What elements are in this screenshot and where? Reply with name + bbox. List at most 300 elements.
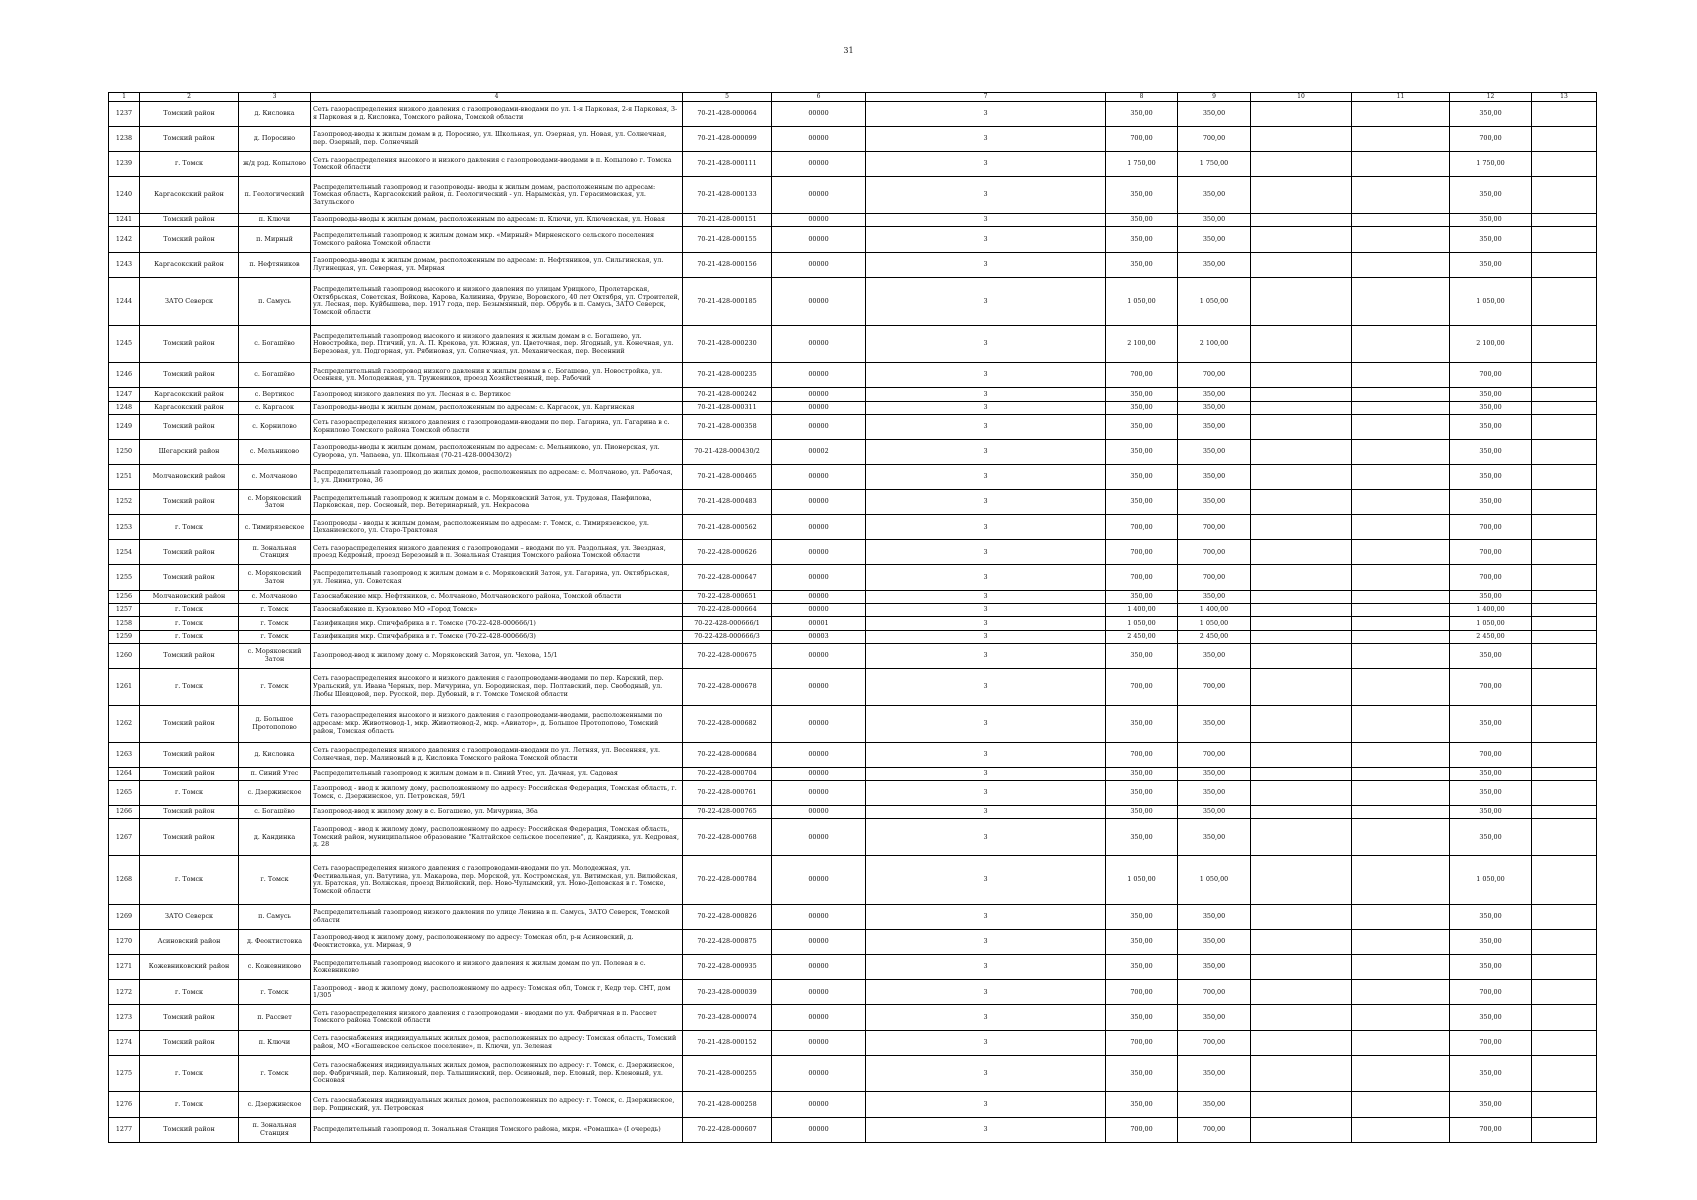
table-row: [109, 930, 1597, 955]
row-number: 1245: [109, 326, 140, 363]
object-description-cell: Распределительный газопровод к жилым домам в с. Моряковский Затон, ул. Трудовая, Панфилова, Парковская, пер. Сосновый, пер. Ветеринарный, ул. Некрасова: [311, 490, 683, 515]
value-col9-cell: 350,00: [1178, 930, 1251, 955]
empty-col11-cell: [1352, 1005, 1450, 1030]
empty-col10-cell: [1251, 781, 1352, 806]
category-cell: 3: [866, 1117, 1106, 1142]
district-cell: Томский район: [140, 1005, 239, 1030]
table-row: [109, 617, 1597, 630]
object-description-cell: Сеть газораспределения низкого давления с газопроводами-вводами по пер. Гагарина, ул. Гагарина в с. Корнилово Томского района Томской области: [311, 414, 683, 439]
empty-col11-cell: [1352, 668, 1450, 705]
table-row: [109, 465, 1597, 490]
empty-col10-cell: [1251, 590, 1352, 603]
category-cell: 3: [866, 1055, 1106, 1092]
category-cell: 3: [866, 705, 1106, 742]
value-col9-cell: 350,00: [1178, 1005, 1251, 1030]
value-col12-cell: 2 450,00: [1450, 630, 1532, 643]
object-description-cell: Сеть газоснабжения индивидуальных жилых домов, расположенных по адресу: г. Томск, с. Дзержинское, пер. Фабричный, пер. Калиновый, пер. Талышинский, пер. Осиновый, пер. Еловый, пер. Кленовый, ул. Сосновая: [311, 1055, 683, 1092]
empty-col13-cell: [1532, 1117, 1597, 1142]
row-number: 1248: [109, 401, 140, 414]
sub-code-cell: 00002: [772, 440, 866, 465]
sub-code-cell: 00000: [772, 856, 866, 905]
sub-code-cell: 00000: [772, 742, 866, 767]
value-col12-cell: 350,00: [1450, 643, 1532, 668]
value-col12-cell: 350,00: [1450, 590, 1532, 603]
row-number: 1277: [109, 1117, 140, 1142]
value-col12-cell: 350,00: [1450, 767, 1532, 780]
value-col8-cell: 350,00: [1106, 490, 1178, 515]
sub-code-cell: 00000: [772, 388, 866, 401]
empty-col11-cell: [1352, 227, 1450, 252]
category-cell: 3: [866, 1092, 1106, 1117]
cadastral-code-cell: 70-21-428-000152: [683, 1030, 772, 1055]
empty-col11-cell: [1352, 705, 1450, 742]
object-description-cell: Распределительный газопровод до жилых домов, расположенных по адресам: с. Молчаново, ул. Рабочая, 1, ул. Димитрова, 36: [311, 465, 683, 490]
district-cell: Каргасокский район: [140, 388, 239, 401]
value-col8-cell: 350,00: [1106, 1005, 1178, 1030]
settlement-cell: п. Зональная Станция: [239, 1117, 311, 1142]
object-description-cell: Газопровод-ввод к жилому дому, расположенному по адресу: Томская обл, р-н Асиновский, д. Феоктистовка, ул. Мирная, 9: [311, 930, 683, 955]
table-row: [109, 214, 1597, 227]
value-col8-cell: 350,00: [1106, 643, 1178, 668]
object-description-cell: Сеть газораспределения высокого и низкого давления с газопроводами-вводами в п. Копылово г. Томска Томской области: [311, 152, 683, 177]
column-header: 3: [239, 93, 311, 102]
table-row: [109, 277, 1597, 326]
empty-col10-cell: [1251, 440, 1352, 465]
cadastral-code-cell: 70-22-428-000765: [683, 806, 772, 819]
category-cell: 3: [866, 490, 1106, 515]
empty-col13-cell: [1532, 767, 1597, 780]
value-col9-cell: 350,00: [1178, 414, 1251, 439]
value-col8-cell: 2 100,00: [1106, 326, 1178, 363]
table-row: [109, 781, 1597, 806]
object-description-cell: Распределительный газопровод высокого и низкого давления к жилым домам в с. Богашево, ул. Новостройка, пер. Птичий, ул. А. П. Крекова, ул. Южная, ул. Цветочная, пер. Ягодный, ул. Конечная, ул. Березовая, ул. Подгорная, ул. Рябиновая, ул. Солнечная, ул. Механическая, пер. Весенний: [311, 326, 683, 363]
object-description-cell: Газопровод низкого давления по ул. Лесная в с. Вертикос: [311, 388, 683, 401]
settlement-cell: п. Нефтяников: [239, 252, 311, 277]
row-number: 1266: [109, 806, 140, 819]
table-row: [109, 1055, 1597, 1092]
row-number: 1269: [109, 905, 140, 930]
cadastral-code-cell: 70-22-428-000826: [683, 905, 772, 930]
value-col12-cell: 350,00: [1450, 781, 1532, 806]
settlement-cell: п. Самусь: [239, 905, 311, 930]
table-row: [109, 603, 1597, 616]
sub-code-cell: 00000: [772, 177, 866, 214]
cadastral-code-cell: 70-22-428-000704: [683, 767, 772, 780]
table-row: [109, 643, 1597, 668]
value-col12-cell: 700,00: [1450, 668, 1532, 705]
empty-col11-cell: [1352, 742, 1450, 767]
settlement-cell: п. Ключи: [239, 214, 311, 227]
value-col9-cell: 350,00: [1178, 1055, 1251, 1092]
cadastral-code-cell: 70-21-428-000133: [683, 177, 772, 214]
cadastral-code-cell: 70-21-428-000258: [683, 1092, 772, 1117]
district-cell: Томский район: [140, 767, 239, 780]
empty-col11-cell: [1352, 465, 1450, 490]
settlement-cell: с. Моряковский Затон: [239, 490, 311, 515]
settlement-cell: с. Кожевниково: [239, 955, 311, 980]
category-cell: 3: [866, 930, 1106, 955]
value-col12-cell: 700,00: [1450, 1117, 1532, 1142]
table-row: [109, 177, 1597, 214]
column-number-row: [109, 93, 1597, 102]
empty-col11-cell: [1352, 440, 1450, 465]
category-cell: 3: [866, 955, 1106, 980]
cadastral-code-cell: 70-21-428-000483: [683, 490, 772, 515]
value-col9-cell: 350,00: [1178, 905, 1251, 930]
district-cell: Томский район: [140, 102, 239, 127]
empty-col11-cell: [1352, 540, 1450, 565]
empty-col11-cell: [1352, 905, 1450, 930]
category-cell: 3: [866, 565, 1106, 590]
value-col8-cell: 350,00: [1106, 590, 1178, 603]
value-col8-cell: 350,00: [1106, 1092, 1178, 1117]
district-cell: Шегарский район: [140, 440, 239, 465]
value-col8-cell: 350,00: [1106, 905, 1178, 930]
district-cell: ЗАТО Северск: [140, 905, 239, 930]
object-description-cell: Сеть газораспределения низкого давления с газопроводами – вводами по ул. Раздольная, ул. Звездная, проезд Кедровый, проезд Березовый в п. Зональная Станция Томского района Томской области: [311, 540, 683, 565]
empty-col10-cell: [1251, 277, 1352, 326]
value-col9-cell: 700,00: [1178, 668, 1251, 705]
empty-col11-cell: [1352, 806, 1450, 819]
empty-col13-cell: [1532, 905, 1597, 930]
row-number: 1254: [109, 540, 140, 565]
district-cell: г. Томск: [140, 617, 239, 630]
empty-col10-cell: [1251, 603, 1352, 616]
value-col12-cell: 350,00: [1450, 102, 1532, 127]
cadastral-code-cell: 70-21-428-000242: [683, 388, 772, 401]
cadastral-code-cell: 70-22-428-000935: [683, 955, 772, 980]
sub-code-cell: 00000: [772, 1030, 866, 1055]
sub-code-cell: 00001: [772, 617, 866, 630]
empty-col11-cell: [1352, 401, 1450, 414]
district-cell: г. Томск: [140, 1092, 239, 1117]
district-cell: ЗАТО Северск: [140, 277, 239, 326]
empty-col10-cell: [1251, 705, 1352, 742]
empty-col10-cell: [1251, 819, 1352, 856]
table-row: [109, 980, 1597, 1005]
value-col9-cell: 700,00: [1178, 540, 1251, 565]
district-cell: Томский район: [140, 742, 239, 767]
object-description-cell: Газоснабжение мкр. Нефтяников, с. Молчаново, Молчановского района, Томской области: [311, 590, 683, 603]
category-cell: 3: [866, 668, 1106, 705]
settlement-cell: п. Самусь: [239, 277, 311, 326]
empty-col10-cell: [1251, 806, 1352, 819]
settlement-cell: ж/д рзд. Копылово: [239, 152, 311, 177]
value-col8-cell: 350,00: [1106, 252, 1178, 277]
value-col12-cell: 350,00: [1450, 1092, 1532, 1117]
empty-col13-cell: [1532, 152, 1597, 177]
object-description-cell: Сеть газораспределения высокого и низкого давления с газопроводами-вводами, расположенными по адресам: мкр. Животновод-1, мкр. Животновод-2, мкр. «Авиатор», д. Большое Протопопово, Томский район, Томская область: [311, 705, 683, 742]
empty-col11-cell: [1352, 930, 1450, 955]
value-col12-cell: 700,00: [1450, 515, 1532, 540]
value-col8-cell: 350,00: [1106, 414, 1178, 439]
empty-col11-cell: [1352, 955, 1450, 980]
sub-code-cell: 00000: [772, 643, 866, 668]
district-cell: Томский район: [140, 1117, 239, 1142]
object-description-cell: Газопровод-вводы к жилым домам в д. Поросино, ул. Школьная, ул. Озерная, ул. Новая, ул. Солнечная, пер. Озерный, пер. Солнечный: [311, 127, 683, 152]
value-col12-cell: 350,00: [1450, 465, 1532, 490]
row-number: 1238: [109, 127, 140, 152]
empty-col11-cell: [1352, 388, 1450, 401]
settlement-cell: г. Томск: [239, 630, 311, 643]
object-description-cell: Сеть газораспределения низкого давления с газопроводами-вводами по ул. Летняя, ул. Весенняя, ул. Солнечная, пер. Малиновый в д. Кисловка Томского района Томской области: [311, 742, 683, 767]
value-col8-cell: 700,00: [1106, 742, 1178, 767]
district-cell: Молчановский район: [140, 465, 239, 490]
table-row: [109, 490, 1597, 515]
empty-col11-cell: [1352, 856, 1450, 905]
table-row: [109, 856, 1597, 905]
empty-col11-cell: [1352, 214, 1450, 227]
district-cell: Кожевниковский район: [140, 955, 239, 980]
row-number: 1267: [109, 819, 140, 856]
empty-col11-cell: [1352, 1055, 1450, 1092]
value-col9-cell: 350,00: [1178, 1092, 1251, 1117]
value-col12-cell: 350,00: [1450, 388, 1532, 401]
row-number: 1270: [109, 930, 140, 955]
value-col9-cell: 350,00: [1178, 465, 1251, 490]
table-row: [109, 742, 1597, 767]
value-col12-cell: 350,00: [1450, 227, 1532, 252]
value-col9-cell: 350,00: [1178, 388, 1251, 401]
empty-col10-cell: [1251, 1030, 1352, 1055]
sub-code-cell: 00000: [772, 806, 866, 819]
value-col9-cell: 700,00: [1178, 127, 1251, 152]
object-description-cell: Газоснабжение п. Кузовлево МО «Город Томск»: [311, 603, 683, 616]
sub-code-cell: 00000: [772, 401, 866, 414]
category-cell: 3: [866, 806, 1106, 819]
row-number: 1240: [109, 177, 140, 214]
value-col9-cell: 350,00: [1178, 177, 1251, 214]
cadastral-code-cell: 70-22-428-000666/1: [683, 617, 772, 630]
empty-col13-cell: [1532, 401, 1597, 414]
district-cell: Томский район: [140, 214, 239, 227]
settlement-cell: г. Томск: [239, 617, 311, 630]
empty-col11-cell: [1352, 643, 1450, 668]
cadastral-code-cell: 70-21-428-000230: [683, 326, 772, 363]
value-col9-cell: 1 050,00: [1178, 856, 1251, 905]
empty-col13-cell: [1532, 603, 1597, 616]
sub-code-cell: 00000: [772, 152, 866, 177]
empty-col13-cell: [1532, 590, 1597, 603]
category-cell: 3: [866, 1030, 1106, 1055]
settlement-cell: с. Молчаново: [239, 590, 311, 603]
category-cell: 3: [866, 515, 1106, 540]
empty-col10-cell: [1251, 630, 1352, 643]
cadastral-code-cell: 70-21-428-000151: [683, 214, 772, 227]
category-cell: 3: [866, 819, 1106, 856]
category-cell: 3: [866, 603, 1106, 616]
cadastral-code-cell: 70-22-428-000666/3: [683, 630, 772, 643]
settlement-cell: с. Вертикос: [239, 388, 311, 401]
row-number: 1275: [109, 1055, 140, 1092]
value-col9-cell: 700,00: [1178, 980, 1251, 1005]
value-col8-cell: 700,00: [1106, 127, 1178, 152]
value-col8-cell: 350,00: [1106, 955, 1178, 980]
empty-col11-cell: [1352, 630, 1450, 643]
empty-col11-cell: [1352, 617, 1450, 630]
district-cell: Томский район: [140, 490, 239, 515]
empty-col11-cell: [1352, 252, 1450, 277]
value-col12-cell: 700,00: [1450, 565, 1532, 590]
empty-col13-cell: [1532, 414, 1597, 439]
column-header: 5: [683, 93, 772, 102]
district-cell: Томский район: [140, 414, 239, 439]
row-number: 1257: [109, 603, 140, 616]
empty-col13-cell: [1532, 363, 1597, 388]
table-row: [109, 905, 1597, 930]
table-row: [109, 152, 1597, 177]
object-description-cell: Газопровод-ввод к жилому дому в с. Богашево, ул. Мичурина, 36а: [311, 806, 683, 819]
table-row: [109, 819, 1597, 856]
sub-code-cell: 00000: [772, 540, 866, 565]
value-col9-cell: 350,00: [1178, 781, 1251, 806]
empty-col10-cell: [1251, 214, 1352, 227]
empty-col11-cell: [1352, 102, 1450, 127]
value-col9-cell: 1 750,00: [1178, 152, 1251, 177]
category-cell: 3: [866, 102, 1106, 127]
value-col12-cell: 1 750,00: [1450, 152, 1532, 177]
sub-code-cell: 00000: [772, 1055, 866, 1092]
sub-code-cell: 00000: [772, 590, 866, 603]
district-cell: г. Томск: [140, 1055, 239, 1092]
settlement-cell: д. Кисловка: [239, 742, 311, 767]
row-number: 1259: [109, 630, 140, 643]
value-col12-cell: 350,00: [1450, 177, 1532, 214]
row-number: 1265: [109, 781, 140, 806]
column-header: 6: [772, 93, 866, 102]
sub-code-cell: 00000: [772, 127, 866, 152]
cadastral-code-cell: 70-21-428-000430/2: [683, 440, 772, 465]
value-col9-cell: 350,00: [1178, 227, 1251, 252]
settlement-cell: д. Кисловка: [239, 102, 311, 127]
settlement-cell: с. Моряковский Затон: [239, 643, 311, 668]
district-cell: Томский район: [140, 643, 239, 668]
district-cell: Томский район: [140, 540, 239, 565]
empty-col11-cell: [1352, 1117, 1450, 1142]
empty-col10-cell: [1251, 565, 1352, 590]
empty-col13-cell: [1532, 214, 1597, 227]
empty-col13-cell: [1532, 540, 1597, 565]
value-col9-cell: 350,00: [1178, 767, 1251, 780]
sub-code-cell: 00000: [772, 668, 866, 705]
settlement-cell: с. Тимирязевское: [239, 515, 311, 540]
value-col12-cell: 1 050,00: [1450, 277, 1532, 326]
table-row: [109, 252, 1597, 277]
empty-col10-cell: [1251, 127, 1352, 152]
empty-col13-cell: [1532, 668, 1597, 705]
category-cell: 3: [866, 630, 1106, 643]
sub-code-cell: 00003: [772, 630, 866, 643]
district-cell: г. Томск: [140, 781, 239, 806]
category-cell: 3: [866, 177, 1106, 214]
column-header: 11: [1352, 93, 1450, 102]
value-col12-cell: 700,00: [1450, 363, 1532, 388]
district-cell: г. Томск: [140, 603, 239, 616]
sub-code-cell: 00000: [772, 1117, 866, 1142]
settlement-cell: с. Богашёво: [239, 326, 311, 363]
value-col8-cell: 700,00: [1106, 1030, 1178, 1055]
value-col12-cell: 2 100,00: [1450, 326, 1532, 363]
value-col8-cell: 1 050,00: [1106, 617, 1178, 630]
object-description-cell: Газификация мкр. Спичфабрика в г. Томске (70-22-428-000666/1): [311, 617, 683, 630]
value-col12-cell: 350,00: [1450, 930, 1532, 955]
object-description-cell: Сеть газораспределения низкого давления с газопроводами - вводами по ул. Фабричная в п. Рассвет Томского района Томской области: [311, 1005, 683, 1030]
table-row: [109, 540, 1597, 565]
value-col8-cell: 350,00: [1106, 1055, 1178, 1092]
value-col9-cell: 700,00: [1178, 515, 1251, 540]
settlement-cell: с. Дзержинское: [239, 1092, 311, 1117]
value-col9-cell: 700,00: [1178, 742, 1251, 767]
object-description-cell: Газопровод - ввод к жилому дому, расположенному по адресу: Российская Федерация, Томская область, г. Томск, с. Дзержинское, ул. Петровская, 59/1: [311, 781, 683, 806]
empty-col10-cell: [1251, 102, 1352, 127]
row-number: 1246: [109, 363, 140, 388]
row-number: 1241: [109, 214, 140, 227]
cadastral-code-cell: 70-22-428-000651: [683, 590, 772, 603]
settlement-cell: с. Корнилово: [239, 414, 311, 439]
district-cell: Томский район: [140, 227, 239, 252]
cadastral-code-cell: 70-22-428-000768: [683, 819, 772, 856]
table-row: [109, 668, 1597, 705]
category-cell: 3: [866, 905, 1106, 930]
empty-col13-cell: [1532, 177, 1597, 214]
category-cell: 3: [866, 277, 1106, 326]
district-cell: Асиновский район: [140, 930, 239, 955]
district-cell: Томский район: [140, 326, 239, 363]
empty-col10-cell: [1251, 668, 1352, 705]
cadastral-code-cell: 70-21-428-000111: [683, 152, 772, 177]
table-row: [109, 401, 1597, 414]
empty-col10-cell: [1251, 617, 1352, 630]
sub-code-cell: 00000: [772, 905, 866, 930]
district-cell: Каргасокский район: [140, 252, 239, 277]
empty-col11-cell: [1352, 277, 1450, 326]
cadastral-code-cell: 70-21-428-000099: [683, 127, 772, 152]
settlement-cell: г. Томск: [239, 856, 311, 905]
empty-col11-cell: [1352, 414, 1450, 439]
category-cell: 3: [866, 1005, 1106, 1030]
value-col8-cell: 700,00: [1106, 565, 1178, 590]
column-header: 8: [1106, 93, 1178, 102]
value-col12-cell: 700,00: [1450, 980, 1532, 1005]
row-number: 1262: [109, 705, 140, 742]
empty-col13-cell: [1532, 440, 1597, 465]
row-number: 1244: [109, 277, 140, 326]
cadastral-code-cell: 70-21-428-000465: [683, 465, 772, 490]
cadastral-code-cell: 70-21-428-000562: [683, 515, 772, 540]
empty-col13-cell: [1532, 326, 1597, 363]
object-description-cell: Распределительный газопровод высокого и низкого давления по улицам Урицкого, Пролетарская, Октябрьская, Советская, Войкова, Карова, Калинина, Фрунзе, Воровского, 40 лет Октября, ул. Строителей, ул. Лесная, пер. Куйбышева, пер. 1917 года, пер. Безымянный, пер. Обрубь в п. Самусь, ЗАТО Северск, Томской области: [311, 277, 683, 326]
district-cell: Каргасокский район: [140, 401, 239, 414]
object-description-cell: Газопроводы-вводы к жилым домам, расположенным по адресам: п. Ключи, ул. Ключевская, ул. Новая: [311, 214, 683, 227]
value-col8-cell: 350,00: [1106, 102, 1178, 127]
settlement-cell: п. Геологический: [239, 177, 311, 214]
gas-network-register-table: [108, 92, 1597, 1143]
value-col12-cell: 350,00: [1450, 214, 1532, 227]
category-cell: 3: [866, 363, 1106, 388]
empty-col10-cell: [1251, 515, 1352, 540]
object-description-cell: Распределительный газопровод к жилым домам в п. Синий Утес, ул. Дачная, ул. Садовая: [311, 767, 683, 780]
sub-code-cell: 00000: [772, 515, 866, 540]
value-col12-cell: 350,00: [1450, 252, 1532, 277]
cadastral-code-cell: 70-21-428-000235: [683, 363, 772, 388]
empty-col10-cell: [1251, 414, 1352, 439]
value-col8-cell: 350,00: [1106, 781, 1178, 806]
row-number: 1243: [109, 252, 140, 277]
empty-col10-cell: [1251, 955, 1352, 980]
settlement-cell: д. Поросино: [239, 127, 311, 152]
category-cell: 3: [866, 980, 1106, 1005]
empty-col11-cell: [1352, 767, 1450, 780]
